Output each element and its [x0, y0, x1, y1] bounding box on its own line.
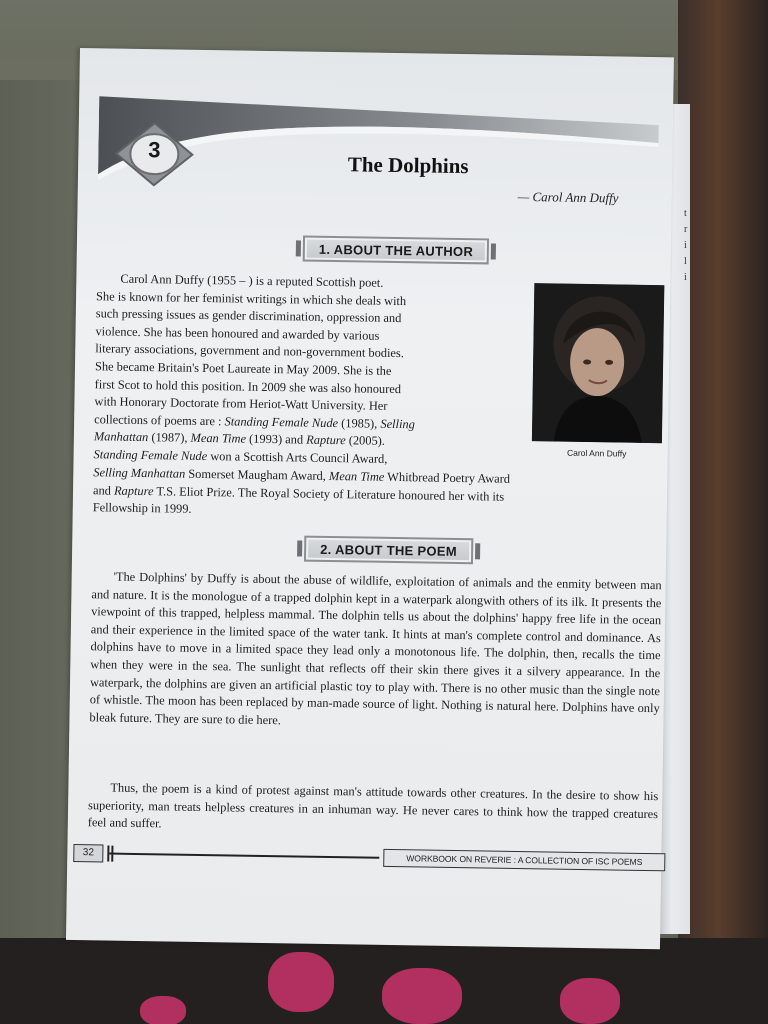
page-number: 32 — [73, 844, 103, 862]
bio-line: She became Britain's Poet Laureate in May 2009. She is the — [94, 359, 392, 378]
author-photo — [532, 283, 664, 443]
bio-line: and Rapture T.S. Eliot Prize. The Royal Society of Literature honoured her with its — [92, 482, 505, 504]
next-page-edge: t r i l i — [660, 104, 690, 934]
background-surface-right — [678, 0, 768, 1024]
page-footer — [67, 844, 661, 873]
photo-caption: Carol Ann Duffy — [566, 447, 627, 459]
section-heading-about-author: 1. ABOUT THE AUTHOR — [303, 236, 490, 265]
bio-line: Manhattan (1987), Mean Time (1993) and Rapture (2005). — [93, 429, 386, 449]
workbook-title-label: WORKBOOK ON REVERIE : A COLLECTION OF ISC POEMS — [383, 849, 665, 871]
bio-line: literary associations, government and non-government bodies. — [95, 341, 405, 361]
background-fabric-bottom — [0, 938, 768, 1024]
poem-summary-paragraph-2: Thus, the poem is a kind of protest against man's attitude towards other creatures. In the desire to show his superiority, man treats helpless creatures in an inhuman way. He never cares to think how the trapped creatures feel and suffer. — [87, 780, 659, 831]
bio-line: first Scot to hold this position. In 2009 she was also honoured — [94, 376, 402, 396]
bio-line: Standing Female Nude won a Scottish Arts Council Award, — [93, 447, 388, 466]
author-bio — [93, 270, 530, 470]
bio-line: collections of poems are : Standing Female Nude (1985), Selling — [94, 412, 415, 432]
bio-line: Carol Ann Duffy (1955 – ) is a reputed Scottish poet. — [120, 271, 384, 290]
author-bio-continued — [93, 464, 662, 526]
bio-line: with Honorary Doctorate from Heriot-Watt University. Her — [94, 394, 388, 414]
bio-line: Fellowship in 1999. — [92, 500, 192, 516]
poem-summary-paragraph-1: 'The Dolphins' by Duffy is about the abuse of wildlife, exploitation of animals and the enmity between man and nature. It is the monologue of a trapped dolphin kept in a waterpark alongwith others of its ilk. It presents the viewpoint of this trapped, helpless mammal. The dolphin tells us about the dolphins' happy free life in the ocean and their experience in the limited space of the water tank. It hints at man's complete control and dominance. As dolphins have to move in a limited space they lead only a monotonous life. The dolphin, then, recalls the time when they were in the sea. The sunlight that reflects off their skin there gives it a silvery appearance. In the waterpark, the dolphins are given an artificial plastic toy to play with. There is no other music than the single note of whistle. The moon has been replaced by man-made source of light. Nothing is natural here. Dolphins have only bleak future. They are sure to die here. — [89, 569, 662, 727]
book-page — [66, 48, 674, 949]
section-heading-about-poem: 2. ABOUT THE POEM — [304, 536, 473, 565]
poem-title: The Dolphins — [347, 152, 469, 179]
bio-line: Selling Manhattan Somerset Maugham Award, Mean Time Whitbread Poetry Award — [93, 465, 511, 486]
bio-line: such pressing issues as gender discrimination, oppression and — [95, 306, 402, 326]
poet-credit: — Carol Ann Duffy — [517, 188, 619, 206]
bio-line: violence. She has been honoured and awarded by various — [95, 324, 380, 343]
bio-line: She is known for her feminist writings in which she deals with — [95, 288, 407, 308]
footer-rule — [109, 853, 379, 859]
author-portrait-image — [532, 283, 664, 443]
chapter-number: 3 — [148, 137, 161, 163]
